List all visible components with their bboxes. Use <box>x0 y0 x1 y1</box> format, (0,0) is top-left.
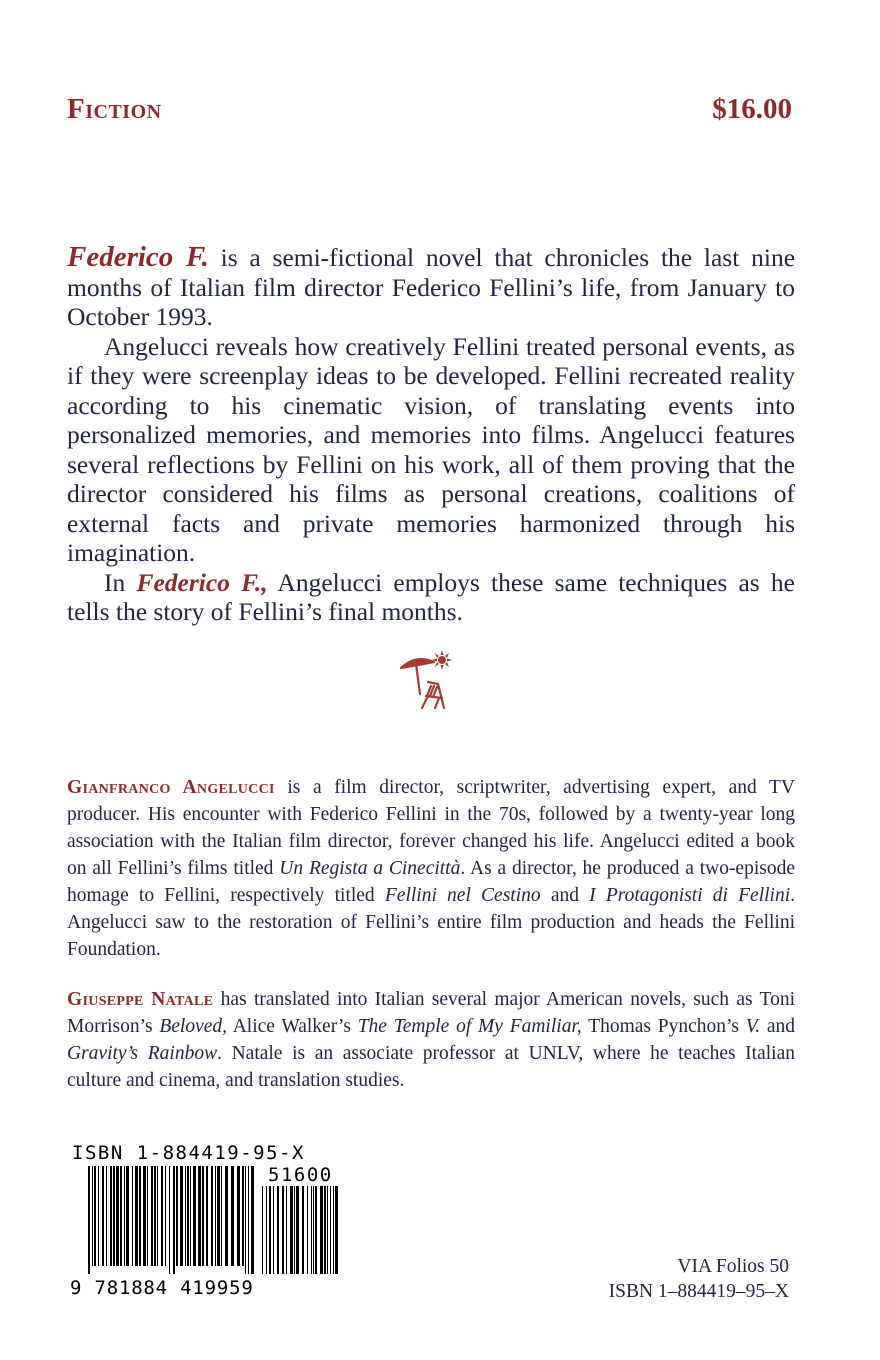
author-bio-paragraph <box>67 774 795 963</box>
translator-bio-paragraph <box>67 986 795 1094</box>
book-title: Federico F., <box>136 567 268 597</box>
bio-text: Alice Walker’s <box>227 1016 358 1037</box>
barcode-addon-digits: 51600 <box>268 1164 333 1186</box>
blurb-paragraph-1 <box>67 243 795 332</box>
work-title: Un Regista a Cinecittà <box>279 858 461 879</box>
translator-name: Giuseppe Natale <box>67 989 214 1010</box>
work-title: V. <box>745 1016 761 1037</box>
blurb <box>67 243 795 627</box>
bio-text: . Angelucci saw to the restoration of Fellini’s entire film production and heads the Fellini Foundation. <box>67 885 796 960</box>
price-label: $16.00 <box>712 93 792 125</box>
bio-text: is a film director, scriptwriter, advertising expert, and TV producer. His encounter with Federico Fellini in the 70s, followed by a twenty-year long association with the Italian film director, forever changed his life. Angelucci edited a book on all Fellini’s films titled <box>67 777 795 879</box>
bio-text: . As a director, he produced a two-episode homage to Fellini, respectively titled <box>67 858 795 906</box>
translator-bio <box>67 986 795 1094</box>
blurb-paragraph-3 <box>67 568 795 627</box>
isbn-label: ISBN 1–884419–95–X <box>608 1281 789 1302</box>
bio-text: has translated into Italian several major American novels, such as Toni Morrison’s <box>67 989 796 1037</box>
series-label: VIA Folios 50 <box>677 1256 789 1277</box>
work-title: The Temple of My Familiar, <box>357 1016 582 1037</box>
blurb-text: is a semi-fictional novel that chronicles the last nine months of Italian film director Federico Fellini’s life, from January to October 1993. <box>67 243 796 331</box>
bio-text: and <box>760 1016 796 1037</box>
barcode-ean-digits: 9 781884 419959 <box>70 1277 254 1299</box>
bio-text: . Natale is an associate professor at UNLV, where he teaches Italian culture and cinema, and translation studies. <box>67 1043 795 1091</box>
genre-label: Fiction <box>67 93 162 125</box>
work-title: Gravity’s Rainbow <box>67 1043 218 1064</box>
work-title: Beloved, <box>159 1016 228 1037</box>
beach-umbrella-chair-icon <box>398 650 452 714</box>
book-title: Federico F. <box>67 241 209 273</box>
blurb-text: In <box>104 567 137 597</box>
blurb-paragraph-2: Angelucci reveals how creatively Fellini treated personal events, as if they were screenplay ideas to be developed. Fellini recreated reality according to his cinematic vision, of translating events into personalized memories, and memories into films. Angelucci features several reflections by Fellini on his work, all of them proving that the director considered his films as personal creations, coalitions of external facts and private memories harmonized through his imagination. <box>67 331 795 567</box>
author-bio <box>67 774 795 963</box>
barcode <box>72 1142 372 1302</box>
bio-text: Thomas Pynchon’s <box>581 1016 746 1037</box>
work-title: Fellini nel Cestino <box>384 885 541 906</box>
author-name: Gianfranco Angelucci <box>67 777 275 798</box>
bio-text: and <box>540 885 590 906</box>
barcode-isbn-label: ISBN 1-884419-95-X <box>72 1142 305 1164</box>
work-title: I Protagonisti di Fellini <box>589 885 791 906</box>
blurb-text: Angelucci employs these same techniques as he tells the story of Fellini’s final months. <box>67 567 795 626</box>
